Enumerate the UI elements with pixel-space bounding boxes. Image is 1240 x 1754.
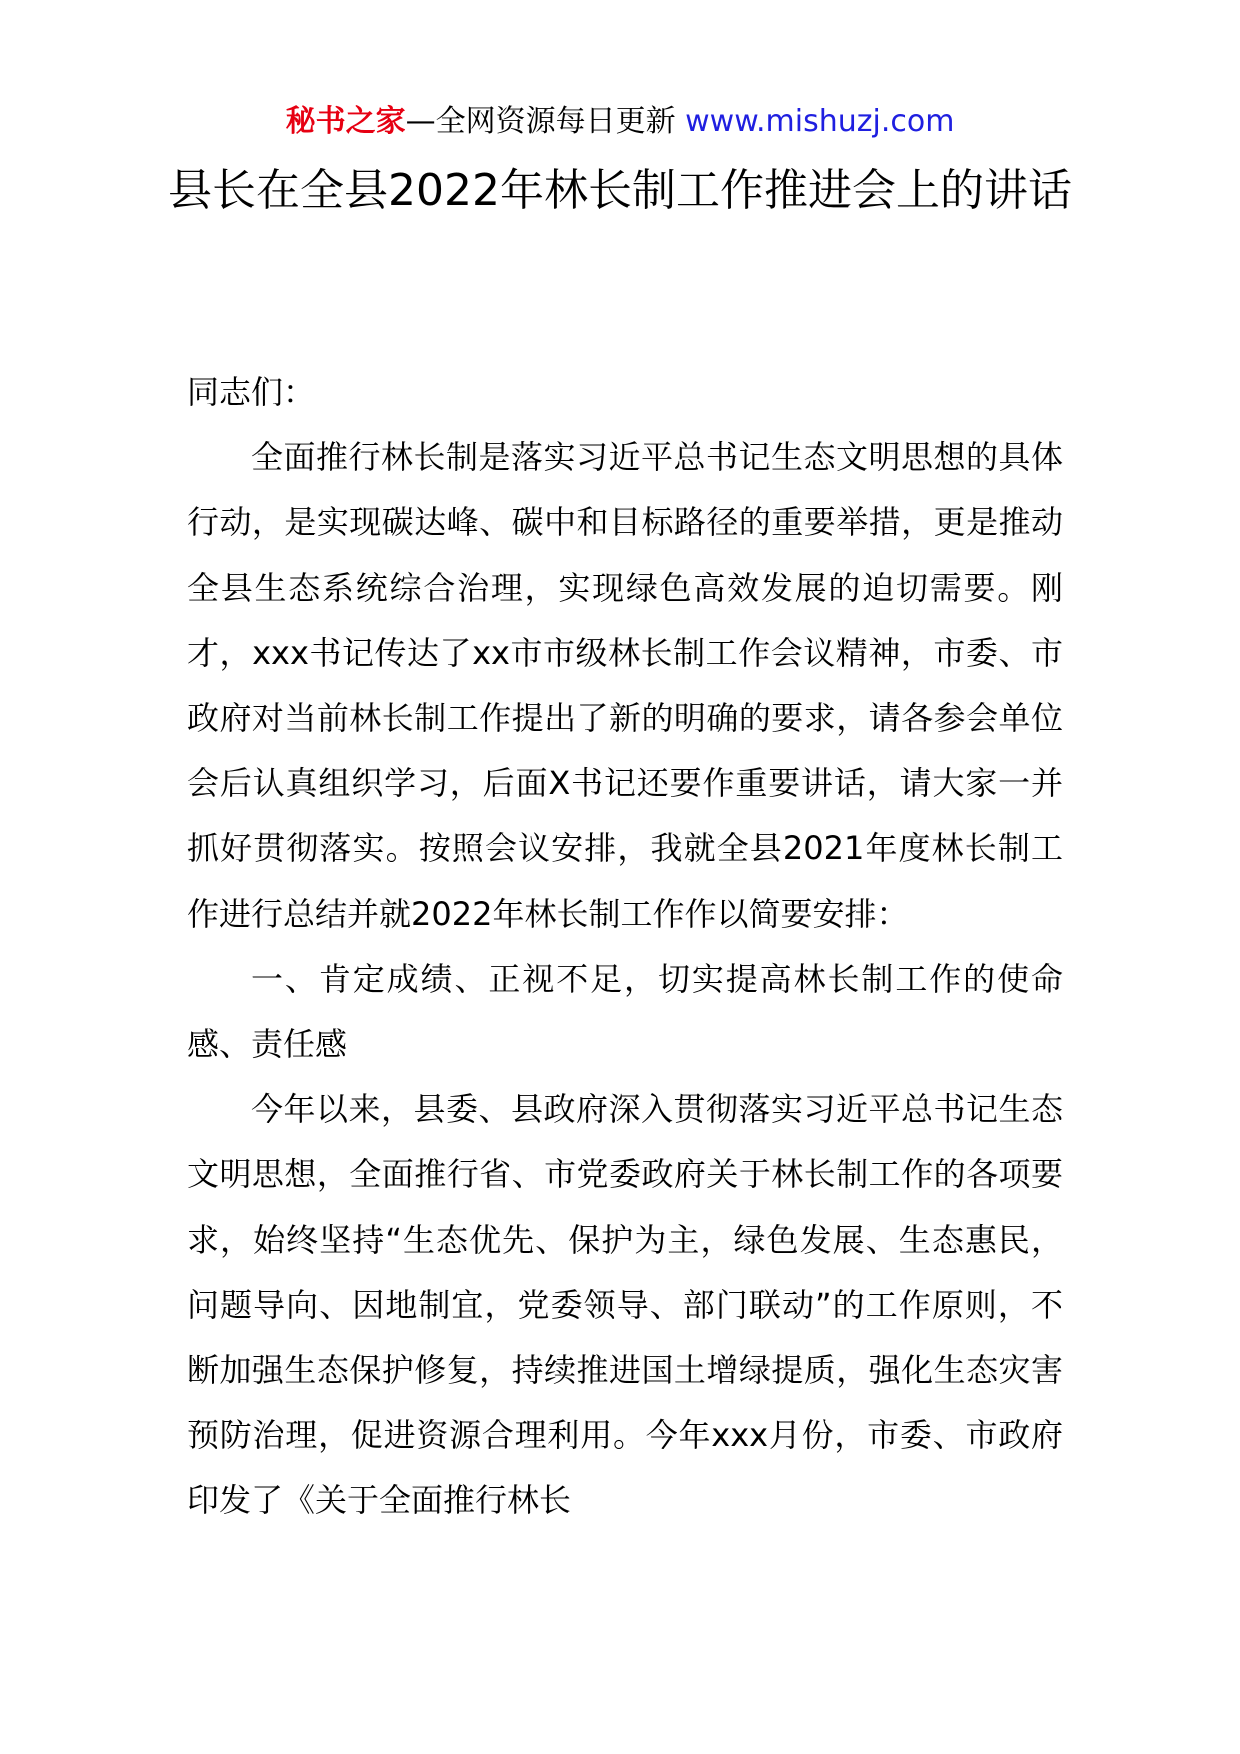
document-body xyxy=(187,360,1063,1534)
body-paragraph: 今年以来，县委、县政府深入贯彻落实习近平总书记生态文明思想，全面推行省、市党委政府关于林长制工作的各项要求，始终坚持“生态优先、保护为主，绿色发展、生态惠民，问题导向、因地制宜，党委领导、部门联动”的工作原则，不断加强生态保护修复，持续推进国土增绿提质，强化生态灾害预防治理，促进资源合理利用。今年xxx月份，市委、市政府印发了《关于全面推行林长 xyxy=(187,1090,1063,1520)
body-paragraph: 全面推行林长制是落实习近平总书记生态文明思想的具体行动，是实现碳达峰、碳中和目标路径的重要举措，更是推动全县生态系统综合治理，实现绿色高效发展的迫切需要。刚才，xxx书记传达了xx市市级林长制工作会议精神，市委、市政府对当前林长制工作提出了新的明确的要求，请各参会单位会后认真组织学习，后面X书记还要作重要讲话，请大家一并抓好贯彻落实。按照会议安排，我就全县2021年度林长制工作进行总结并就2022年林长制工作作以简要安排： xyxy=(187,438,1063,933)
site-header xyxy=(0,100,1240,144)
document-title: 县长在全县2022年林长制工作推进会上的讲话 xyxy=(168,165,1072,216)
brand-name: 秘书之家 xyxy=(285,104,406,139)
header-tagline: —全网资源每日更新 xyxy=(405,104,676,139)
site-url-link[interactable]: www.mishuzj.com xyxy=(685,104,955,139)
salutation: 同志们： xyxy=(187,373,316,411)
section-heading: 一、肯定成绩、正视不足，切实提高林长制工作的使命感、责任感 xyxy=(187,959,1063,1064)
